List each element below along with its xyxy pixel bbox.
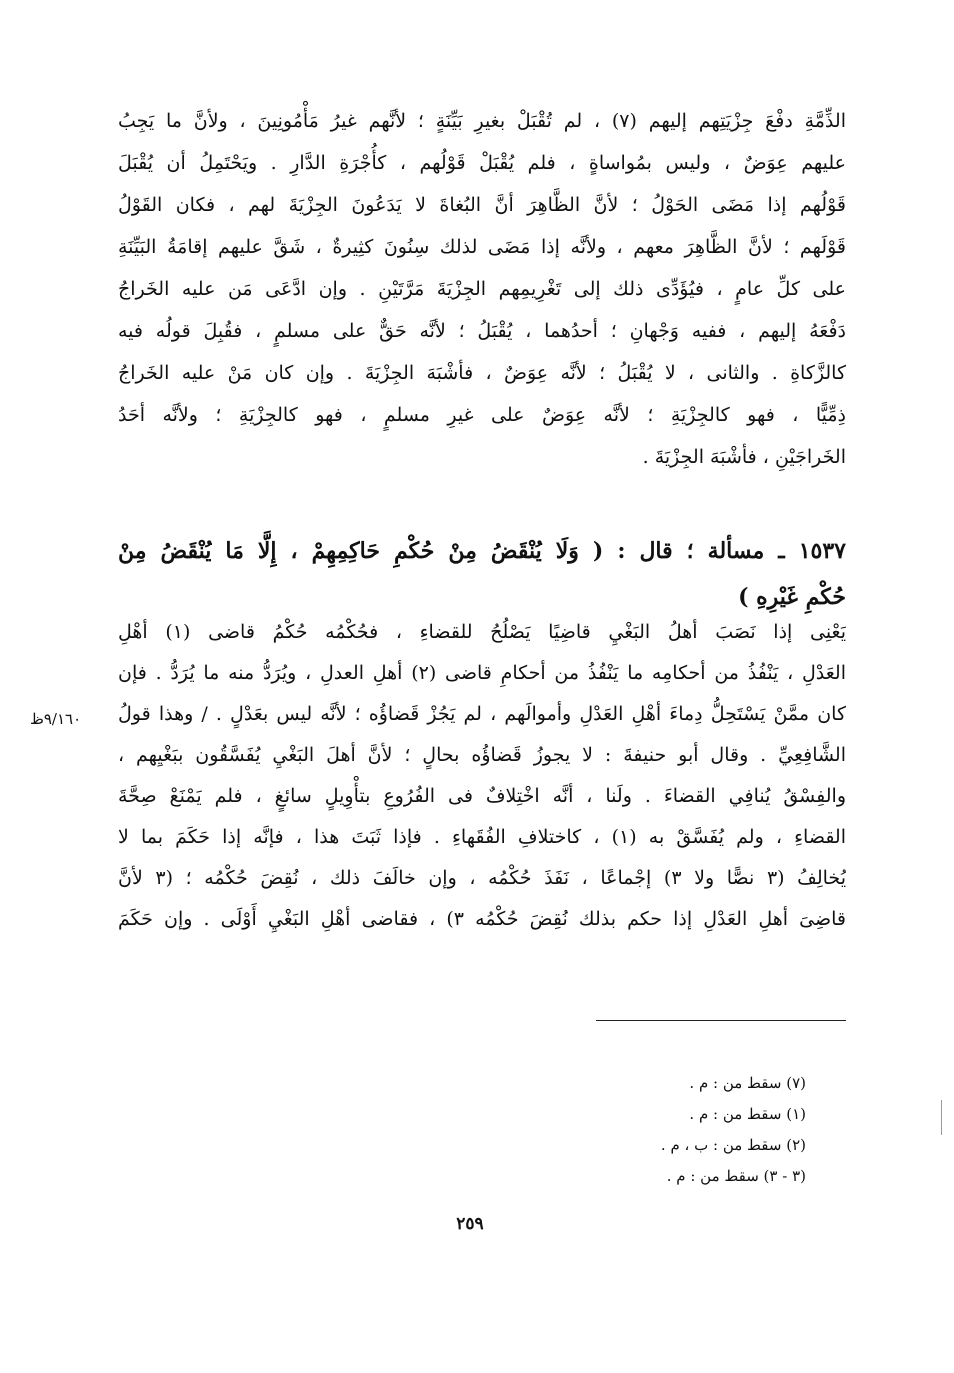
text-line: قاضِىَ أهلِ العَدْلِ إذا حكم بذلك نُقِضَ حُكْمُه ٣) ، فقاضى أهْلِ البَغْيِ أَوْلَى . وإن حَكَمَ (118, 908, 846, 930)
heading-line: ١٥٣٧ ـ مسألة ؛ قال : ( وَلَا يُنْقَضُ مِنْ حُكْمِ حَاكِمِهِمْ ، إِلَّا مَا يُنْقَضُ مِنْ (118, 538, 846, 564)
footnote: (١) سقط من : م . (689, 1105, 806, 1123)
page-number: ٢٥٩ (456, 1214, 484, 1234)
text-line: والفِسْقُ يُنافِي القضاءَ . ولَنا ، أنَّه اخْتِلافٌ فى الفُرُوعِ بتأْوِيلٍ سائغٍ ، فلم يَمْنَعْ صِحَّةَ (118, 785, 846, 807)
text-line: قَوْلُهم إذا مَضَى الحَوْلُ ؛ لأنَّ الظَّاهِرَ أنَّ البُغاةَ لا يَدَعُونَ الجِزْيَةَ لهم ، فكان القَوْلُ (118, 194, 846, 216)
footnote: (٧) سقط من : م . (689, 1074, 806, 1092)
text-line: عليهم عِوَضٌ ، وليس بمُواساةٍ ، فلم يُقْبَلْ قَوْلُهم ، كأُجْرَةِ الدَّارِ . ويَحْتَمِلُ أن يُقْبَلَ (118, 152, 846, 174)
heading-line: حُكْمِ غَيْرِهِ ) (738, 584, 846, 610)
text-line: على كلِّ عامٍ ، فيُؤَدِّى ذلك إلى تَغْرِيمِهم الجِزْيَةَ مَرَّتَيْنِ . وإن ادَّعَى مَن عليه الخَراجُ (118, 278, 846, 300)
text-line: القضاءِ ، ولم يُفَسَّقْ به (١) ، كاختلافِ الفُقَهاءِ . فإذا ثَبَتَ هذا ، فإنَّه إذا حَكَمَ بما لا (118, 826, 846, 848)
text-line: كالزَّكاةِ . والثانى ، لا يُقْبَلُ ؛ لأنَّه عِوَضٌ ، فأشْبَهَ الجِزْيَةَ . وإن كان مَنْ عليه الخَراجُ (118, 362, 846, 384)
text-line: الذِّمَّةِ دفْعَ جِزْيَتِهم إليهم (٧) ، لم تُقْبَلْ بغيرِ بَيِّنَةٍ ؛ لأنَّهم غيرُ مَأْمُونِينَ ، ولأنَّ ما يَجِبُ (118, 110, 846, 132)
issue-heading (118, 528, 846, 620)
text-line: يُخالِفُ (٣ نصًّا ولا ٣) إجْماعًا ، نَفَذَ حُكْمُه ، وإن خالَفَ ذلك ، نُقِضَ حُكْمُه ؛ (٣ لأنَّ (118, 867, 846, 889)
text-line: العَدْلِ ، يَنْفُذُ من أحكامِه ما يَنْفُذُ من أحكامِ قاضى (٢) أهلِ العدلِ ، ويُرَدُّ منه ما يُرَدُّ . فإن (118, 662, 846, 684)
text-line: الخَراجَيْنِ ، فأشْبَهَ الجِزْيَةَ . (642, 446, 846, 468)
text-line: الشَّافِعِيِّ . وقال أبو حنيفةَ : لا يجوزُ قَضاؤُه بحالٍ ؛ لأنَّ أهلَ البَغْيِ يُفَسَّقُون ببَغْيِهم ، (118, 744, 846, 766)
paragraph-continued (118, 100, 846, 478)
text-line: قَوْلَهم ؛ لأنَّ الظَّاهِرَ معهم ، ولأنَّه إذا مَضَى لذلك سِنُونَ كثِيرةٌ ، شَقَّ عليهم إقامَةُ البَيِّنَةِ (118, 236, 846, 258)
text-line: كان ممَّنْ يَسْتَحِلُّ دِماءَ أهْلِ العَدْلِ وأموالَهم ، لم يَجُزْ قَضاؤُه ؛ لأنَّه ليس بعَدْلٍ . / وهذا قولُ (118, 703, 846, 725)
footnotes (661, 1068, 806, 1192)
footnote-separator (596, 1020, 846, 1021)
text-line: ذِمِّيًّا ، فهو كالجِزْيَةِ ؛ لأنَّه عِوَضٌ على غيرِ مسلمٍ ، فهو كالجِزْيَةِ ؛ ولأنَّه أحَدُ (118, 404, 846, 426)
footnote: (٣ - ٣) سقط من : م . (666, 1167, 806, 1185)
text-line: دَفْعَهُ إليهم ، ففيه وَجْهانِ ؛ أحدُهما ، يُقْبَلُ ؛ لأنَّه حَقٌّ على مسلمٍ ، فقُبِلَ قولُه فيه (118, 320, 846, 342)
text-line: يَعْنِى إذا نَصَبَ أهلُ البَغْيِ قاضِيًا يَصْلُحُ للقضاءِ ، فحُكْمُه حُكْمُ قاضى (١) أهْلِ (118, 621, 846, 643)
paragraph-commentary (118, 612, 846, 940)
footnote: (٢) سقط من : ب ، م . (660, 1136, 806, 1154)
manuscript-folio-marker: ٩/١٦٠ظ (30, 710, 82, 728)
scan-edge-mark (941, 1100, 942, 1135)
